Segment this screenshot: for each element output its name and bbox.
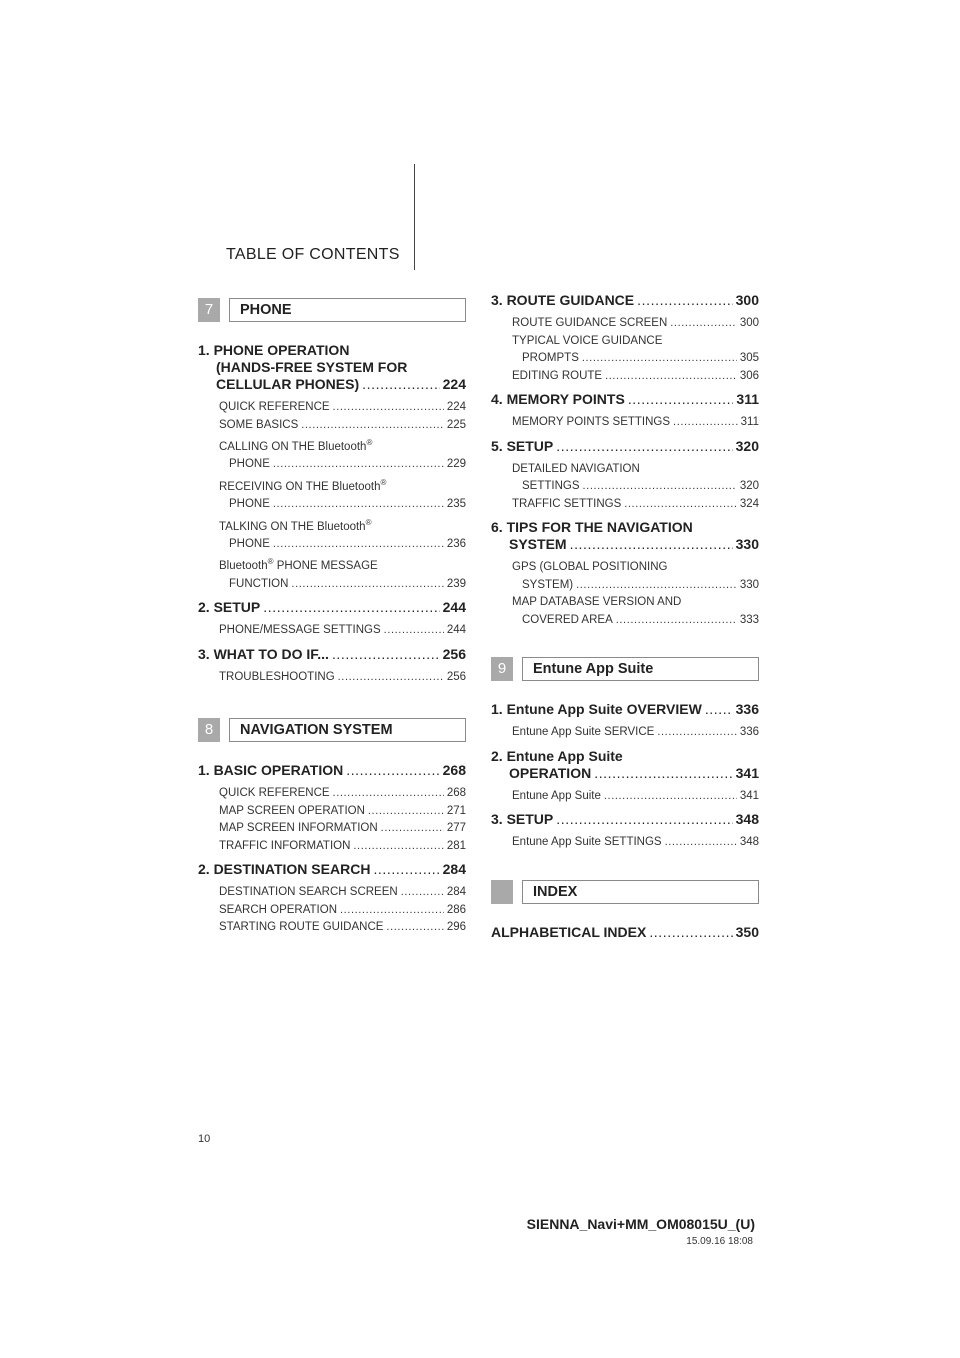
toc-subentry-title	[219, 417, 298, 435]
section-title: INDEX	[522, 880, 759, 904]
leader-dots	[381, 820, 444, 838]
toc-subentry-title	[219, 553, 378, 575]
toc-entries	[491, 701, 759, 852]
toc-entries	[198, 762, 466, 937]
toc-subentry-page: 336	[739, 726, 759, 738]
toc-entry-line	[491, 391, 759, 408]
toc-entry-page: 320	[735, 437, 759, 454]
toc-subentry-line	[219, 884, 466, 902]
toc-subentry[interactable]	[219, 902, 466, 920]
subentry-text: STARTING ROUTE GUIDANCE	[219, 921, 384, 934]
section-index	[491, 880, 759, 941]
toc-subentry-page: 236	[446, 537, 466, 550]
leader-dots	[386, 919, 443, 937]
subentry-text: Entune App Suite	[512, 789, 601, 802]
toc-entry-line	[491, 748, 759, 765]
toc-column-right	[491, 286, 759, 941]
toc-subentry-line	[219, 553, 466, 575]
toc-subentry-line	[219, 576, 466, 594]
toc-entry-line	[198, 359, 466, 376]
toc-subentry-line	[512, 577, 759, 595]
section-header-entune	[491, 657, 759, 681]
toc-entry-page: 348	[735, 811, 759, 827]
toc-entry-line	[198, 646, 466, 663]
toc-subentry-page: 235	[446, 498, 466, 511]
toc-entry[interactable]	[491, 519, 759, 553]
toc-entry-line	[491, 924, 759, 941]
toc-subentry-page: 268	[446, 787, 466, 800]
toc-entry-title: SYSTEM	[509, 536, 567, 552]
toc-subentry-line	[512, 414, 759, 432]
toc-entry-page: 341	[735, 764, 759, 781]
toc-subentry[interactable]	[512, 461, 759, 496]
toc-entry-page: 268	[442, 762, 466, 779]
toc-subentry-title	[512, 461, 640, 479]
toc-subentry-page: 277	[446, 822, 466, 835]
page-title: TABLE OF CONTENTS	[226, 246, 400, 263]
leader-dots	[570, 536, 733, 553]
subentry-text: MEMORY POINTS SETTINGS	[512, 416, 671, 428]
toc-subentry-title	[219, 399, 330, 417]
toc-subentry-line	[219, 803, 466, 821]
toc-subentry-line	[512, 612, 759, 630]
toc-entry-line	[491, 536, 759, 553]
toc-entry-title: 3. SETUP	[491, 811, 554, 827]
toc-subentry-line	[219, 536, 466, 554]
toc-subentry-page: 244	[446, 624, 466, 637]
toc-subentry-page: 286	[446, 903, 466, 916]
toc-subentries	[198, 669, 466, 687]
toc-entry-page: 244	[442, 599, 466, 616]
toc-entry[interactable]	[198, 762, 466, 779]
subentry-text: MAP SCREEN INFORMATION	[219, 822, 378, 835]
subentry-text: PHONE MESSAGE	[273, 560, 378, 573]
leader-dots	[332, 646, 440, 663]
leader-dots	[705, 701, 733, 718]
toc-entry-page: 224	[442, 376, 466, 392]
subentry-text: ROUTE GUIDANCE SCREEN	[512, 317, 668, 329]
subentry-text: DETAILED NAVIGATION	[512, 462, 640, 475]
toc-subentry-line	[219, 474, 466, 496]
toc-subentry[interactable]	[512, 496, 759, 514]
toc-subentry-page: 311	[740, 416, 759, 428]
toc-entry-line	[198, 376, 466, 393]
subentry-text: PHONE	[229, 498, 270, 511]
leader-dots	[594, 765, 732, 782]
toc-subentry-page: 330	[739, 578, 759, 591]
toc-subentry-title	[219, 474, 386, 496]
toc-subentry-title	[219, 820, 378, 838]
toc-subentry-page: 229	[446, 458, 466, 471]
toc-subentry-title	[512, 834, 662, 852]
toc-entry-title: 1. BASIC OPERATION	[198, 762, 344, 779]
leader-dots	[368, 803, 444, 821]
toc-entry[interactable]	[491, 748, 759, 782]
toc-entry-line	[491, 765, 759, 782]
section-number: 9	[491, 657, 513, 681]
subentry-text: PROMPTS	[522, 352, 579, 364]
section-phone	[198, 298, 466, 686]
toc-entry-line	[198, 762, 466, 779]
toc-subentry-title	[219, 785, 330, 803]
toc-entry-line	[198, 599, 466, 616]
leader-dots	[605, 368, 737, 386]
leader-dots	[628, 391, 734, 408]
toc-subentry[interactable]	[512, 788, 759, 806]
subentry-text: COVERED AREA	[522, 613, 613, 626]
leader-dots	[582, 350, 737, 368]
leader-dots	[333, 399, 444, 417]
leader-dots	[657, 724, 736, 742]
document-id: SIENNA_Navi+MM_OM08015U_(U)	[526, 1216, 755, 1232]
header-divider	[414, 164, 415, 270]
toc-subentry[interactable]	[512, 315, 759, 333]
section-number: 8	[198, 718, 220, 742]
toc-subentry-line	[512, 350, 759, 368]
subentry-text: SEARCH OPERATION	[219, 903, 337, 916]
toc-entry-title: ALPHABETICAL INDEX	[491, 923, 647, 940]
toc-entry-title: 4. MEMORY POINTS	[491, 391, 625, 407]
toc-subentry-title	[219, 514, 371, 536]
toc-entry-line	[198, 861, 466, 878]
toc-subentry[interactable]	[219, 884, 466, 902]
toc-subentry[interactable]	[219, 785, 466, 803]
toc-subentry[interactable]	[512, 724, 759, 742]
toc-entries	[491, 292, 759, 629]
toc-subentry-title	[512, 315, 667, 333]
toc-entry-title: 3. ROUTE GUIDANCE	[491, 292, 635, 308]
toc-entry[interactable]	[491, 701, 759, 718]
toc-subentry-page: 256	[446, 670, 466, 683]
toc-subentry[interactable]	[219, 838, 466, 856]
toc-entry-line	[198, 342, 466, 359]
print-timestamp: 15.09.16 18:08	[686, 1236, 753, 1247]
toc-subentry[interactable]	[219, 803, 466, 821]
toc-subentry-page: 225	[446, 418, 466, 431]
toc-subentry-line	[219, 622, 466, 640]
toc-entry-line	[491, 292, 759, 309]
section-title: PHONE	[229, 298, 466, 322]
subentry-text: FUNCTION	[229, 577, 289, 590]
toc-subentry-line	[219, 820, 466, 838]
section-header-phone	[198, 298, 466, 322]
toc-subentry-line	[512, 559, 759, 577]
leader-dots	[616, 612, 737, 630]
leader-dots	[301, 417, 444, 435]
toc-subentries	[491, 315, 759, 385]
toc-entry-line	[491, 438, 759, 455]
toc-entry-line	[491, 519, 759, 536]
subentry-text: SETTINGS	[522, 480, 580, 492]
toc-entry[interactable]	[198, 861, 466, 878]
toc-subentry-line	[512, 478, 759, 496]
leader-dots	[346, 762, 439, 779]
toc-subentry-line	[219, 785, 466, 803]
leader-dots	[670, 315, 737, 333]
section-number: 7	[198, 298, 220, 322]
toc-subentry-page: 305	[739, 352, 759, 364]
leader-dots	[673, 414, 738, 432]
subentry-text: Entune App Suite SETTINGS	[512, 836, 662, 848]
toc-entry-page: 256	[442, 645, 466, 662]
subentry-text: MAP SCREEN OPERATION	[219, 804, 365, 817]
toc-entries	[198, 342, 466, 686]
section-title: Entune App Suite	[522, 657, 759, 681]
toc-subentry-line	[219, 456, 466, 474]
toc-subentry-title	[512, 788, 601, 806]
toc-entry[interactable]	[491, 811, 759, 828]
toc-subentry-line	[219, 417, 466, 435]
toc-entry-title: OPERATION	[509, 764, 592, 781]
toc-entry-page: 284	[442, 861, 466, 878]
toc-entry-title: 3. WHAT TO DO IF...	[198, 645, 329, 662]
toc-entry[interactable]	[198, 599, 466, 616]
leader-dots	[556, 811, 732, 828]
leader-dots	[338, 669, 444, 687]
toc-subentry-title	[512, 368, 602, 386]
subentry-text: Entune App Suite SERVICE	[512, 726, 655, 738]
section-number	[491, 880, 513, 904]
toc-subentry-page: 333	[739, 613, 759, 626]
toc-entry-page: 350	[735, 923, 759, 940]
toc-entry-title: (HANDS-FREE SYSTEM FOR	[216, 359, 408, 375]
toc-subentry-title	[512, 414, 670, 432]
toc-subentry-line	[219, 902, 466, 920]
toc-subentry-title	[219, 902, 337, 920]
toc-subentry-page: 324	[739, 497, 759, 510]
leader-dots	[624, 496, 737, 514]
subentry-text: QUICK REFERENCE	[219, 787, 330, 800]
leader-dots	[373, 861, 439, 878]
toc-entry[interactable]	[491, 391, 759, 408]
toc-subentry-title	[512, 496, 621, 514]
leader-dots	[384, 622, 444, 640]
registered-mark: ®	[366, 438, 373, 447]
toc-subentry-page: 239	[446, 577, 466, 590]
toc-subentry[interactable]	[219, 514, 466, 554]
toc-subentry-line	[512, 496, 759, 514]
toc-entry[interactable]	[198, 342, 466, 393]
section-header-index	[491, 880, 759, 904]
toc-subentry-line	[512, 368, 759, 386]
toc-subentry-line	[219, 496, 466, 514]
toc-subentry[interactable]	[512, 559, 759, 594]
toc-subentry-line	[512, 333, 759, 351]
toc-subentries	[198, 785, 466, 855]
toc-subentry-title	[512, 559, 668, 577]
subentry-text: TRAFFIC SETTINGS	[512, 497, 622, 510]
page-number: 10	[198, 1133, 211, 1145]
toc-subentry[interactable]	[512, 333, 759, 368]
toc-subentries	[198, 399, 466, 593]
toc-subentries	[491, 414, 759, 432]
subentry-text: EDITING ROUTE	[512, 369, 603, 382]
section-entune	[491, 657, 759, 852]
leader-dots	[263, 599, 439, 616]
subentry-text: TROUBLESHOOTING	[219, 670, 335, 683]
toc-subentry-page: 271	[446, 804, 466, 817]
subentry-text: Bluetooth	[219, 560, 268, 573]
toc-entry-title: CELLULAR PHONES)	[216, 376, 360, 392]
toc-entry-title: 1. PHONE OPERATION	[198, 342, 350, 358]
subentry-text: CALLING ON THE Bluetooth	[219, 440, 367, 453]
toc-subentry-title	[219, 919, 383, 937]
toc-subentry[interactable]	[219, 622, 466, 640]
toc-subentry-line	[219, 669, 466, 687]
toc-subentries	[491, 724, 759, 742]
toc-subentry-line	[219, 514, 466, 536]
toc-subentry[interactable]	[219, 919, 466, 937]
toc-subentries	[198, 622, 466, 640]
toc-subentry[interactable]	[219, 669, 466, 687]
section-navigation-part2	[491, 292, 759, 629]
toc-subentries	[491, 461, 759, 514]
toc-subentry-title	[512, 594, 681, 612]
toc-entry-title: 2. DESTINATION SEARCH	[198, 861, 371, 878]
leader-dots	[556, 438, 732, 455]
toc-subentry-title	[219, 669, 335, 687]
leader-dots	[273, 456, 444, 474]
toc-subentry[interactable]	[219, 399, 466, 417]
leader-dots	[340, 902, 444, 920]
toc-entry-line	[491, 701, 759, 718]
section-title: NAVIGATION SYSTEM	[229, 718, 466, 742]
leader-dots	[665, 834, 737, 852]
subentry-text: QUICK REFERENCE	[219, 401, 330, 413]
toc-entry[interactable]	[491, 438, 759, 455]
toc-subentry-title	[512, 333, 662, 351]
toc-subentry-page: 284	[446, 886, 466, 899]
toc-subentry-title	[219, 803, 365, 821]
toc-subentry-page: 224	[446, 401, 466, 413]
toc-subentry-title	[219, 434, 372, 456]
toc-subentry-page: 306	[739, 369, 759, 382]
toc-subentry[interactable]	[512, 834, 759, 852]
section-navigation-part1	[198, 718, 466, 937]
toc-subentry-page: 300	[739, 317, 759, 329]
toc-subentry-title	[219, 838, 350, 856]
registered-mark: ®	[267, 557, 274, 567]
leader-dots	[273, 496, 444, 514]
toc-subentry-line	[219, 434, 466, 456]
subentry-text: SOME BASICS	[219, 418, 299, 431]
toc-entry[interactable]	[198, 646, 466, 663]
subentry-text: RECEIVING ON THE Bluetooth	[219, 480, 381, 493]
toc-entry-title: 2. SETUP	[198, 599, 261, 616]
subentry-text: TALKING ON THE Bluetooth	[219, 520, 366, 533]
toc-subentry[interactable]	[219, 474, 466, 514]
toc-subentry-line	[512, 315, 759, 333]
leader-dots	[576, 577, 737, 595]
toc-subentry[interactable]	[219, 434, 466, 474]
toc-subentry-page: 281	[446, 839, 466, 852]
toc-subentry-line	[512, 788, 759, 806]
toc-subentry[interactable]	[512, 414, 759, 432]
toc-entries	[491, 924, 759, 941]
toc-subentry-page: 320	[739, 480, 759, 492]
toc-entry-title: 5. SETUP	[491, 437, 554, 454]
leader-dots	[649, 924, 732, 941]
leader-dots	[333, 785, 444, 803]
subentry-text: TYPICAL VOICE GUIDANCE	[512, 334, 663, 347]
toc-entry-title: 6. TIPS FOR THE NAVIGATION	[491, 519, 693, 535]
leader-dots	[583, 478, 737, 496]
toc-subentry-line	[219, 399, 466, 417]
toc-subentry-line	[512, 724, 759, 742]
leader-dots	[401, 884, 444, 902]
toc-subentries	[491, 788, 759, 806]
leader-dots	[637, 292, 733, 309]
subentry-text: PHONE	[229, 458, 270, 471]
toc-column-left	[198, 298, 466, 943]
toc-subentry-title	[219, 622, 381, 640]
registered-mark: ®	[380, 477, 387, 487]
toc-subentry[interactable]	[512, 594, 759, 629]
toc-entry[interactable]	[491, 292, 759, 309]
toc-entry-title: 1. Entune App Suite OVERVIEW	[491, 701, 702, 717]
toc-subentry-title	[219, 884, 398, 902]
subentry-text: PHONE/MESSAGE SETTINGS	[219, 624, 381, 637]
subentry-text: TRAFFIC INFORMATION	[219, 839, 351, 852]
subentry-text: DESTINATION SEARCH SCREEN	[219, 886, 398, 899]
leader-dots	[273, 536, 444, 554]
toc-subentry-title	[512, 724, 654, 742]
toc-subentry-line	[219, 919, 466, 937]
toc-subentry[interactable]	[219, 820, 466, 838]
toc-subentries	[491, 834, 759, 852]
toc-subentry-line	[219, 838, 466, 856]
section-header-navigation	[198, 718, 466, 742]
toc-subentry-page: 348	[739, 836, 759, 848]
registered-mark: ®	[365, 517, 372, 527]
toc-entry-page: 330	[735, 536, 759, 552]
toc-entry-page: 336	[735, 701, 759, 717]
toc-subentry-page: 341	[739, 789, 759, 802]
toc-subentry-line	[512, 461, 759, 479]
subentry-text: PHONE	[229, 537, 270, 550]
subentry-text: GPS (GLOBAL POSITIONING	[512, 561, 668, 573]
toc-entry-page: 311	[736, 391, 759, 407]
leader-dots	[353, 838, 443, 856]
leader-dots	[362, 376, 440, 393]
subentry-text: SYSTEM)	[522, 578, 574, 591]
leader-dots	[604, 788, 737, 806]
toc-entry-page: 300	[735, 292, 759, 308]
toc-subentries	[491, 559, 759, 629]
subentry-text: MAP DATABASE VERSION AND	[512, 596, 682, 608]
toc-subentry-page: 296	[446, 921, 466, 934]
toc-entry[interactable]	[491, 924, 759, 941]
toc-subentry-line	[512, 834, 759, 852]
leader-dots	[291, 576, 443, 594]
toc-subentry-line	[512, 594, 759, 612]
toc-subentry[interactable]	[219, 417, 466, 435]
toc-subentries	[198, 884, 466, 937]
toc-entry-title: 2. Entune App Suite	[491, 747, 623, 764]
toc-subentry[interactable]	[512, 368, 759, 386]
toc-subentry[interactable]	[219, 553, 466, 593]
toc-entry-line	[491, 811, 759, 828]
